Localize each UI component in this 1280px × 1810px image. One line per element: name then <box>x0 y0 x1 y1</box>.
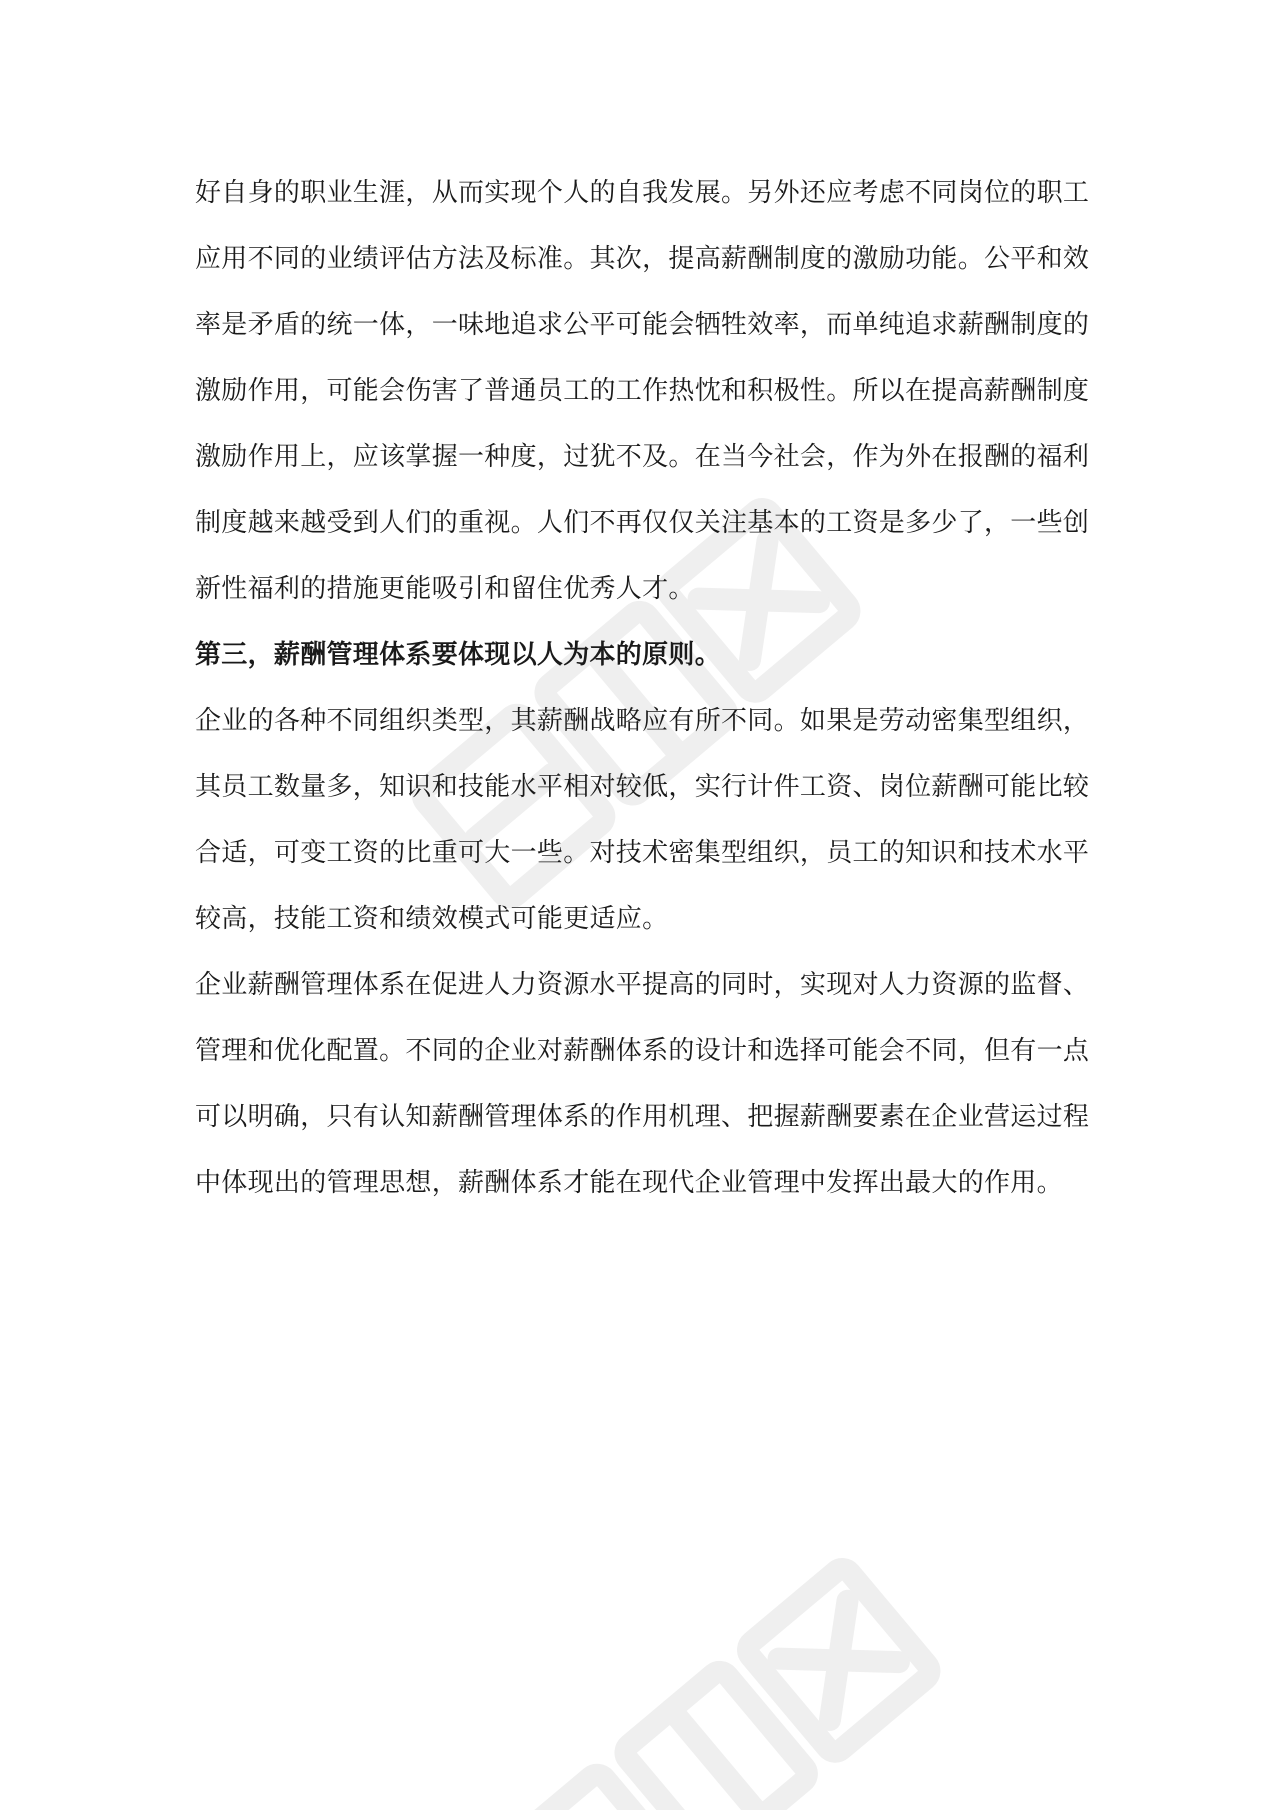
paragraph-line: 应用不同的业绩评估方法及标准。其次，提高薪酬制度的激励功能。公平和效 <box>195 244 1090 274</box>
paragraph-line: 激励作用上，应该掌握一种度，过犹不及。在当今社会，作为外在报酬的福利 <box>195 442 1090 472</box>
paragraph-line: 率是矛盾的统一体，一味地追求公平可能会牺牲效率，而单纯追求薪酬制度的 <box>195 310 1090 340</box>
paragraph-line: 制度越来越受到人们的重视。人们不再仅仅关注基本的工资是多少了，一些创 <box>195 508 1090 538</box>
paragraph-line: 其员工数量多，知识和技能水平相对较低，实行计件工资、岗位薪酬可能比较 <box>195 772 1090 802</box>
watermark-lower <box>499 1565 934 1810</box>
paragraph-line: 好自身的职业生涯，从而实现个人的自我发展。另外还应考虑不同岗位的职工 <box>195 178 1090 208</box>
section-heading: 第三，薪酬管理体系要体现以人为本的原则。 <box>195 640 722 670</box>
paragraph-line: 可以明确，只有认知薪酬管理体系的作用机理、把握薪酬要素在企业营运过程 <box>195 1102 1090 1132</box>
paragraph-line: 合适，可变工资的比重可大一些。对技术密集型组织，员工的知识和技术水平 <box>195 838 1090 868</box>
paragraph-line: 管理和优化配置。不同的企业对薪酬体系的设计和选择可能会不同，但有一点 <box>195 1036 1090 1066</box>
paragraph-line: 企业的各种不同组织类型，其薪酬战略应有所不同。如果是劳动密集型组织， <box>195 706 1090 736</box>
document-body <box>195 160 1090 1216</box>
paragraph-line: 中体现出的管理思想，薪酬体系才能在现代企业管理中发挥出最大的作用。 <box>195 1168 1063 1198</box>
paragraph-line: 企业薪酬管理体系在促进人力资源水平提高的同时，实现对人力资源的监督、 <box>195 970 1090 1000</box>
paragraph-line: 新性福利的措施更能吸引和留住优秀人才。 <box>195 574 695 604</box>
paragraph-line: 激励作用，可能会伤害了普通员工的工作热忱和积极性。所以在提高薪酬制度 <box>195 376 1090 406</box>
paragraph-line: 较高，技能工资和绩效模式可能更适应。 <box>195 904 669 934</box>
